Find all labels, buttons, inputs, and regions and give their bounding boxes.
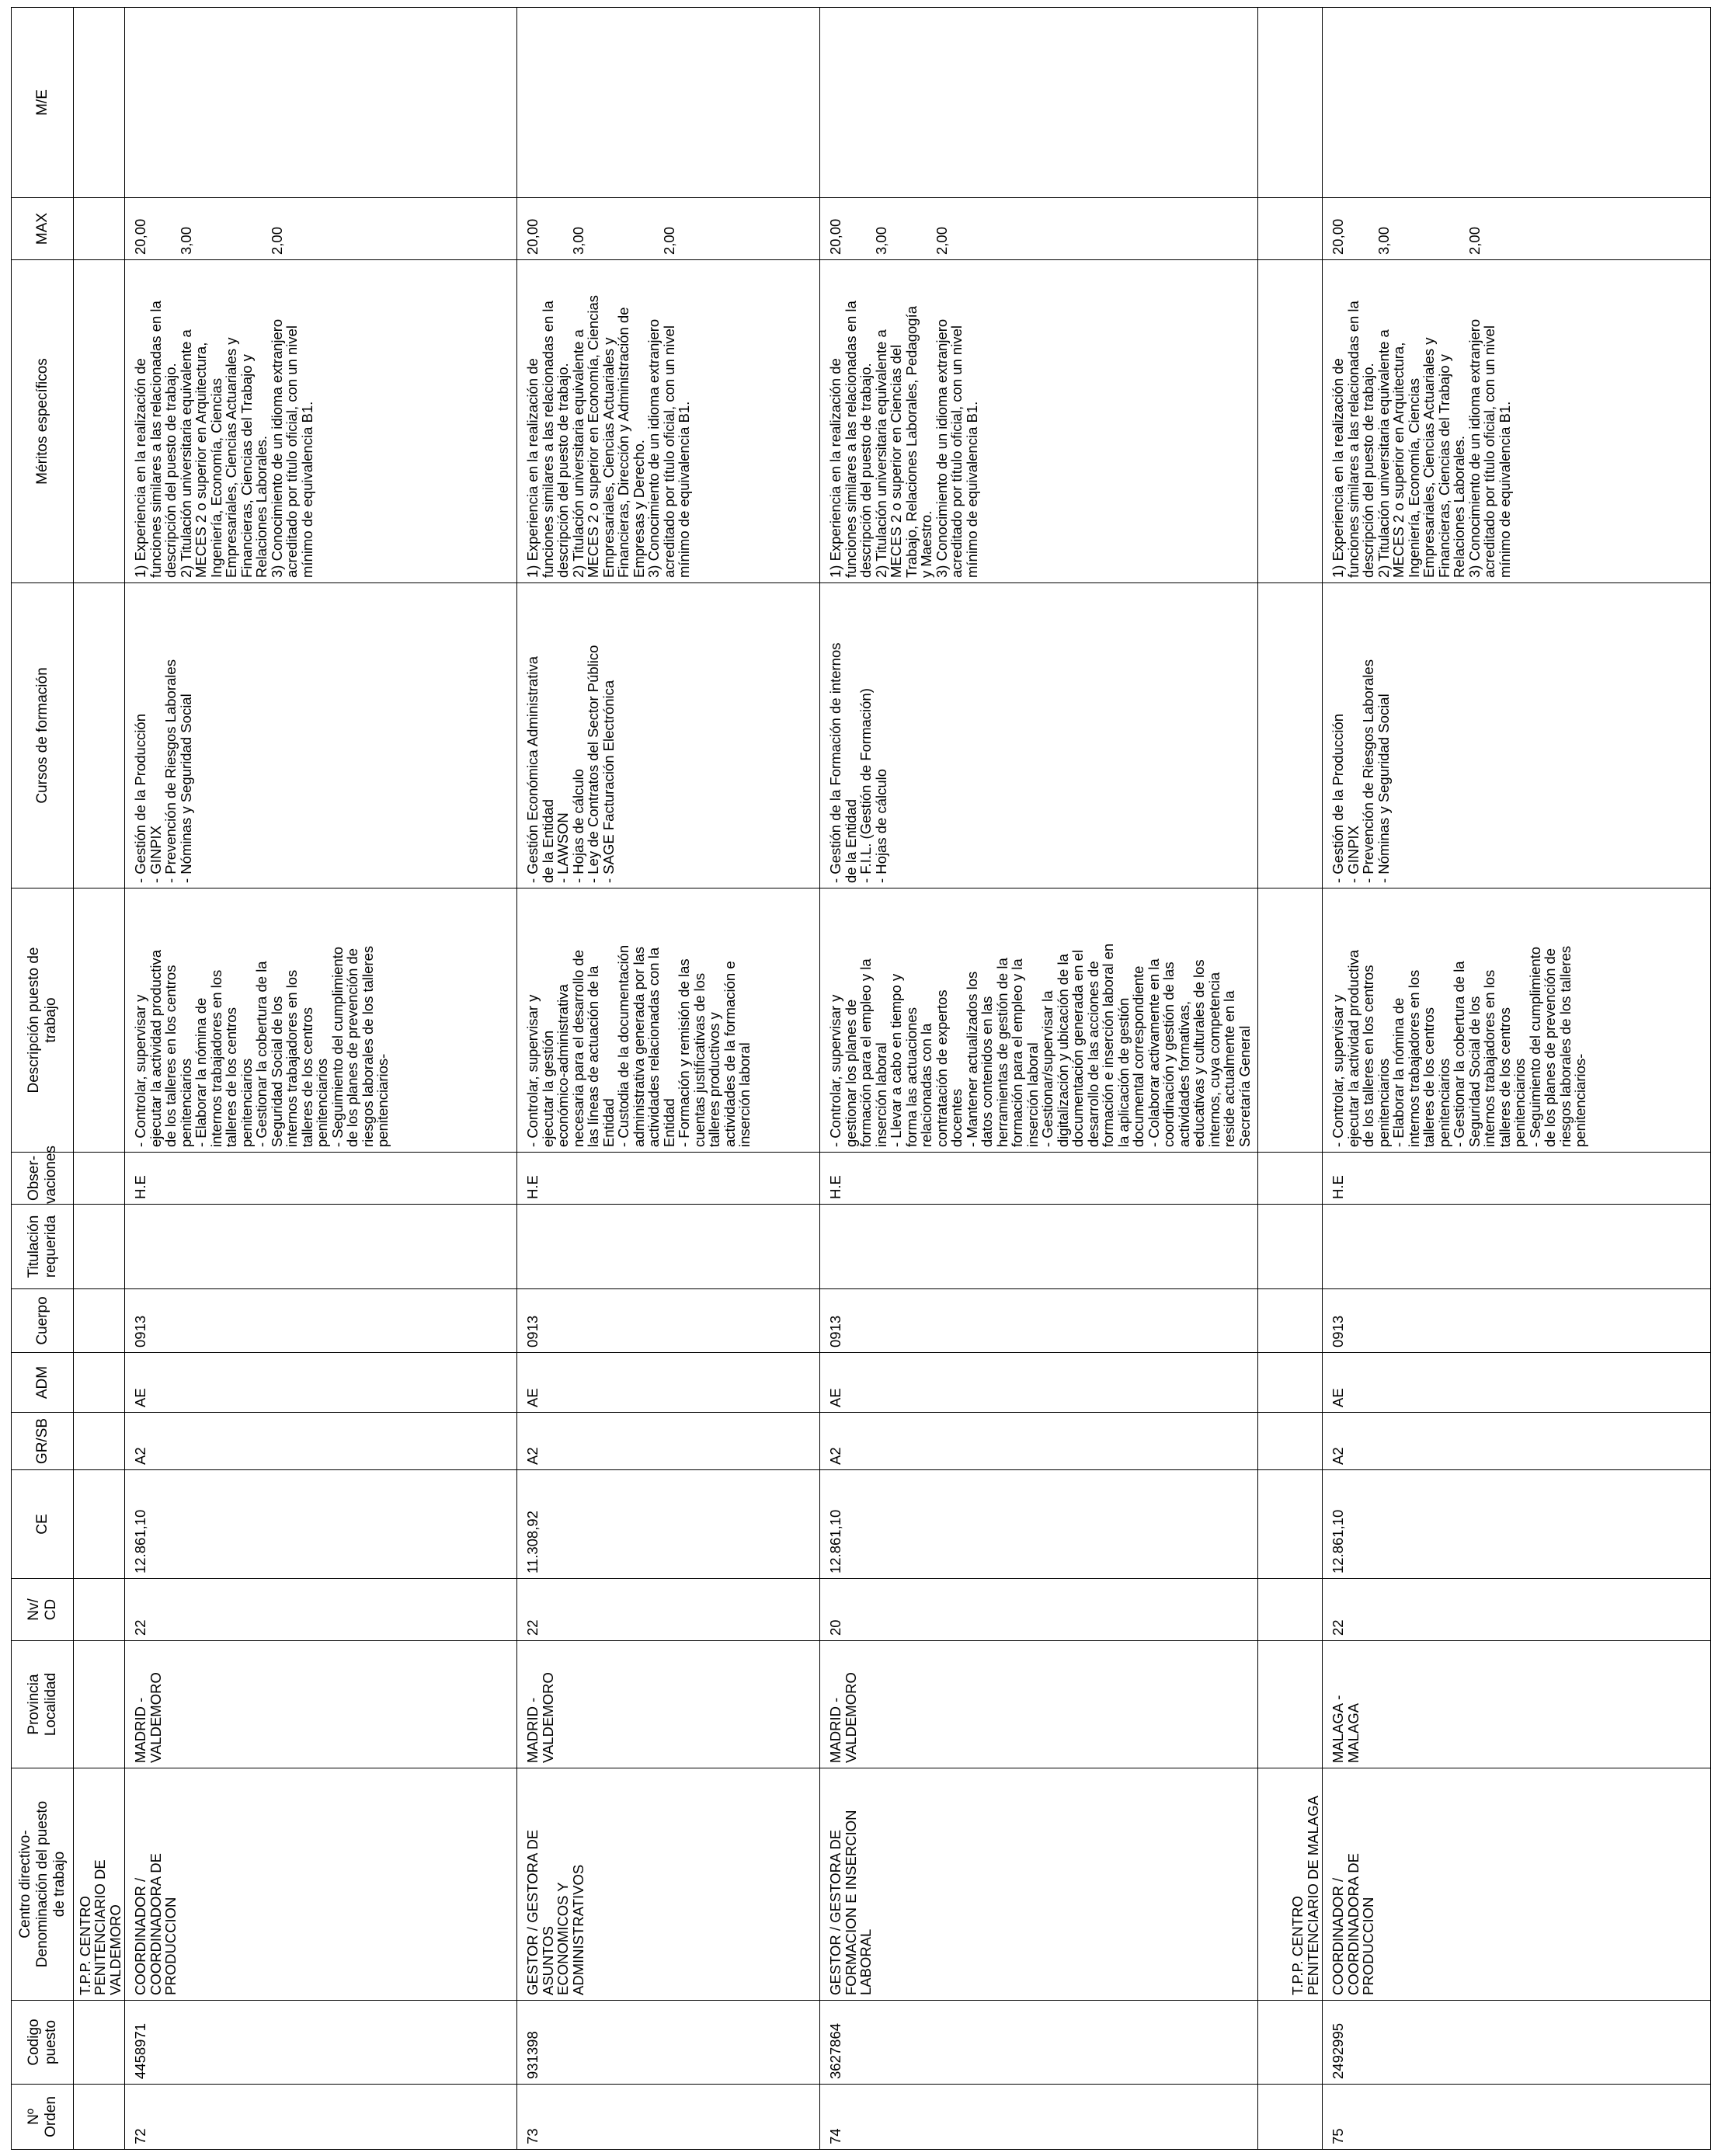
cell-provincia: MADRID - VALDEMORO [820, 1641, 1258, 1768]
unit-row [1258, 8, 1323, 2150]
cell-grupo: A2 [517, 1413, 820, 1470]
header-ce: CE [12, 1470, 74, 1579]
table-row [1323, 8, 1711, 2150]
cell-descripcion: - Controlar, supervisar y ejecutar la actividad productiva de los talleres en los centros penitenciarios - Elaborar la nómina de internos trabajadores en los talleres de los centros penitenciarios - Gestionar la cobertura de la Seguridad Social de los internos trabajadores en los talleres de los centros penitenciarios - Seguimiento del cumplimiento de los planes de prevención de riesgos laborales de los talleres penitenciarios- [125, 888, 517, 1153]
cell-meritos: 1) Experiencia en la realización de funciones similares a las relacionadas en la descripción del puesto de trabajo. 2) Titulación universitaria equivalente a MECES 2 o superior en Arquitectura, Ingeniería, Economía, Ciencias Empresariales, Ciencias Actuariales y Financieras, Ciencias del Trabajo y Relaciones Laborales. 3) Conocimiento de un idioma extranjero acreditado por título oficial, con un nivel mínimo de equivalencia B1. [1323, 260, 1711, 583]
cell-adm: AE [517, 1353, 820, 1413]
cell-cursos: - Gestión Económica Administrativa de la Entidad - LAWSON - Hojas de cálculo - Ley de Contratos del Sector Público - SAGE Facturación Electrónica [517, 583, 820, 888]
cell-adm: AE [820, 1353, 1258, 1413]
header-observaciones: Obser- vaciones [12, 1153, 74, 1205]
cell-meritos: 1) Experiencia en la realización de funciones similares a las relacionadas en la descripción del puesto de trabajo. 2) Titulación universitaria equivalente a MECES 2 o superior en Arquitectura, Ingeniería, Economía, Ciencias Empresariales, Ciencias Actuariales y Financieras, Ciencias del Trabajo y Relaciones Laborales. 3) Conocimiento de un idioma extranjero acreditado por título oficial, con un nivel mínimo de equivalencia B1. [125, 260, 517, 583]
cell-adm: AE [1323, 1353, 1711, 1413]
header-row [12, 8, 74, 2150]
cell-me [820, 8, 1258, 198]
header-descripcion: Descripción puesto de trabajo [12, 888, 74, 1153]
cell-max: 20,00 3,00 2,00 [125, 198, 517, 260]
table-row [820, 8, 1258, 2150]
header-orden: Nº Orden [12, 2085, 74, 2150]
cell-titulacion [517, 1205, 820, 1289]
cell-me [517, 8, 820, 198]
cell-me [125, 8, 517, 198]
cell-ce: 12.861,10 [125, 1470, 517, 1579]
header-codigo: Codigo puesto [12, 2001, 74, 2085]
cell-descripcion: - Controlar, supervisar y gestionar los planes de formación para el empleo y la inserción laboral - Llevar a cabo en tiempo y forma las actuaciones relacionadas con la contratación de expertos docentes - Mantener actualizados los datos contenidos en las herramientas de gestión de la formación para el empleo y la inserción laboral - Gestionar/supervisar la digitalización y ubicación de la documentación generada en el desarrollo de las acciones de formación e inserción laboral en la aplicación de gestión documental correspondiente - Colaborar activamente en la coordinación y gestión de las actividades formativas, educativas y culturales de los internos, cuya competencia reside actualmente en la Secretaría General [820, 888, 1258, 1153]
header-max: MAX [12, 198, 74, 260]
cell-descripcion: - Controlar, supervisar y ejecutar la gestión económico-administrativa necesaria para el desarrollo de las líneas de actuación de la Entidad - Custodia de la documentación administrativa generada por las actividades relacionadas con la Entidad - Formación y remisión de las cuentas justificativas de los talleres productivos y actividades de la formación e inserción laboral [517, 888, 820, 1153]
cell-denominacion: COORDINADOR / COORDINADORA DE PRODUCCION [1323, 1768, 1711, 2001]
cell-provincia: MALAGA - MALAGA [1323, 1641, 1711, 1768]
unit-name: T.P.P. CENTRO PENITENCIARIO DE VALDEMORO [74, 1768, 125, 2001]
header-titulacion: Titulación requerida [12, 1205, 74, 1289]
header-adm: ADM [12, 1353, 74, 1413]
header-cuerpo: Cuerpo [12, 1289, 74, 1353]
cell-ce: 12.861,10 [820, 1470, 1258, 1579]
cell-codigo: 4458971 [125, 2001, 517, 2085]
cell-orden: 75 [1323, 2085, 1711, 2150]
cell-cuerpo: 0913 [820, 1289, 1258, 1353]
cell-me [1323, 8, 1711, 198]
unit-row [74, 8, 125, 2150]
cell-nivel: 22 [1323, 1579, 1711, 1641]
cell-nivel: 22 [517, 1579, 820, 1641]
cell-codigo: 2492995 [1323, 2001, 1711, 2085]
cell-codigo: 931398 [517, 2001, 820, 2085]
cell-meritos: 1) Experiencia en la realización de funciones similares a las relacionadas en la descripción del puesto de trabajo. 2) Titulación universitaria equivalente a MECES 2 o superior en Ciencias del Trabajo, Relaciones Laborales, Pedagogía y Maestro. 3) Conocimiento de un idioma extranjero acreditado por título oficial, con un nivel mínimo de equivalencia B1. [820, 260, 1258, 583]
cell-observaciones: H.E [820, 1153, 1258, 1205]
cell-orden: 74 [820, 2085, 1258, 2150]
cell-ce: 11.308,92 [517, 1470, 820, 1579]
header-grupo: GR/SB [12, 1413, 74, 1470]
cell-cursos: - Gestión de la Formación de internos de la Entidad - F.I.L. (Gestión de Formación) - Hojas de cálculo [820, 583, 1258, 888]
cell-cursos: - Gestión de la Producción - GINPIX - Prevención de Riesgos Laborales - Nóminas y Seguridad Social [1323, 583, 1711, 888]
table-row [125, 8, 517, 2150]
cell-denominacion: COORDINADOR / COORDINADORA DE PRODUCCION [125, 1768, 517, 2001]
cell-grupo: A2 [1323, 1413, 1711, 1470]
cell-titulacion [820, 1205, 1258, 1289]
header-me: M/E [12, 8, 74, 198]
cell-provincia: MADRID - VALDEMORO [517, 1641, 820, 1768]
table-row [517, 8, 820, 2150]
cell-max: 20,00 3,00 2,00 [517, 198, 820, 260]
positions-table [11, 7, 1711, 2150]
header-nivel: Nv/ CD [12, 1579, 74, 1641]
header-meritos: Méritos específicos [12, 260, 74, 583]
header-cursos: Cursos de formación [12, 583, 74, 888]
cell-titulacion [1323, 1205, 1711, 1289]
cell-denominacion: GESTOR / GESTORA DE FORMACION E INSERCION LABORAL [820, 1768, 1258, 2001]
cell-orden: 72 [125, 2085, 517, 2150]
cell-max: 20,00 3,00 2,00 [1323, 198, 1711, 260]
cell-observaciones: H.E [517, 1153, 820, 1205]
header-provincia: Provincia Localidad [12, 1641, 74, 1768]
cell-grupo: A2 [125, 1413, 517, 1470]
cell-nivel: 20 [820, 1579, 1258, 1641]
cell-max: 20,00 3,00 2,00 [820, 198, 1258, 260]
header-centro: Centro directivo- Denominación del puesto de trabajo [12, 1768, 74, 2001]
cell-meritos: 1) Experiencia en la realización de funciones similares a las relacionadas en la descripción del puesto de trabajo. 2) Titulación universitaria equivalente a MECES 2 o superior en Economía, Ciencias Empresariales, Ciencias Actuariales y Financieras, Dirección y Administración de Empresas y Derecho. 3) Conocimiento de un idioma extranjero acreditado por título oficial, con un nivel mínimo de equivalencia B1. [517, 260, 820, 583]
cell-cursos: - Gestión de la Producción - GINPIX - Prevención de Riesgos Laborales - Nóminas y Seguridad Social [125, 583, 517, 888]
cell-grupo: A2 [820, 1413, 1258, 1470]
cell-observaciones: H.E [1323, 1153, 1711, 1205]
cell-titulacion [125, 1205, 517, 1289]
cell-provincia: MADRID - VALDEMORO [125, 1641, 517, 1768]
cell-cuerpo: 0913 [125, 1289, 517, 1353]
cell-ce: 12.861,10 [1323, 1470, 1711, 1579]
unit-name: T.P.P. CENTRO PENITENCIARIO DE MALAGA [1258, 1768, 1323, 2001]
cell-adm: AE [125, 1353, 517, 1413]
cell-codigo: 3627864 [820, 2001, 1258, 2085]
cell-cuerpo: 0913 [1323, 1289, 1711, 1353]
cell-nivel: 22 [125, 1579, 517, 1641]
cell-denominacion: GESTOR / GESTORA DE ASUNTOS ECONOMICOS Y ADMINISTRATIVOS [517, 1768, 820, 2001]
cell-observaciones: H.E [125, 1153, 517, 1205]
cell-descripcion: - Controlar, supervisar y ejecutar la actividad productiva de los talleres en los centros penitenciarios - Elaborar la nómina de internos trabajadores en los talleres de los centros penitenciarios - Gestionar la cobertura de la Seguridad Social de los internos trabajadores en los talleres de los centros penitenciarios - Seguimiento del cumplimiento de los planes de prevención de riesgos laborales de los talleres penitenciarios- [1323, 888, 1711, 1153]
cell-orden: 73 [517, 2085, 820, 2150]
cell-cuerpo: 0913 [517, 1289, 820, 1353]
